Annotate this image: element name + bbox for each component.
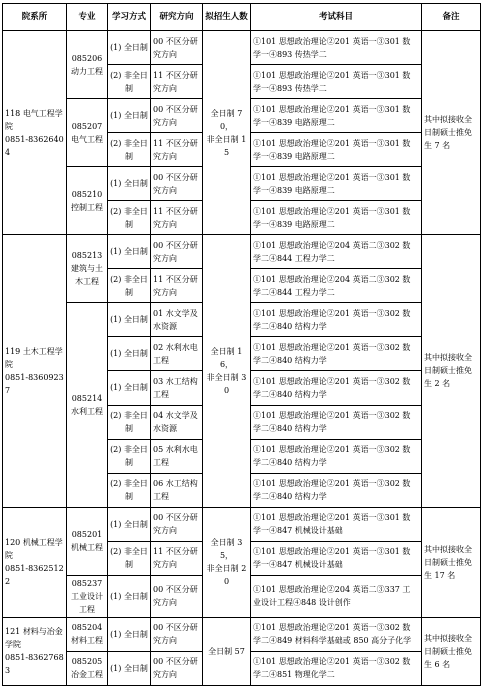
direction-cell: 03 水工结构 工程 — [151, 371, 203, 405]
major-cell: 085201 机械工程 — [67, 507, 108, 575]
admissions-table — [2, 3, 481, 686]
notes-cell: 其中拟接收全 日制硕士推免 生 7 名 — [422, 31, 481, 235]
direction-cell: 00 不区分研 究方向 — [151, 99, 203, 133]
study-mode-cell: (2) 非全日 制 — [108, 269, 151, 303]
study-mode-cell: (2) 非全日 制 — [108, 541, 151, 575]
college-cell: 121 材料与冶金 学院 0851-83627683 — [3, 617, 67, 685]
study-mode-cell: (1) 全日制 — [108, 371, 151, 405]
subjects-cell: ①101 思想政治理论②201 英语一③301 数 学一④839 电路原理二 — [251, 99, 422, 133]
study-mode-cell: (1) 全日制 — [108, 617, 151, 651]
direction-cell: 00 不区分研 究方向 — [151, 617, 203, 651]
major-cell: 085210 控制工程 — [67, 167, 108, 235]
direction-cell: 00 不区分研 究方向 — [151, 651, 203, 685]
subjects-cell: ①101 思想政治理论②201 英语一③301 数 学一④839 电路原理二 — [251, 167, 422, 201]
study-mode-cell: (2) 非全日 制 — [108, 473, 151, 507]
table-row — [3, 31, 481, 65]
header-study-mode: 学习方式 — [108, 4, 151, 31]
major-cell: 085207 电气工程 — [67, 99, 108, 167]
major-cell: 085237 工业设计 工程 — [67, 575, 108, 617]
major-cell: 085205 冶金工程 — [67, 651, 108, 685]
subjects-cell: ①101 思想政治理论②201 英语一③301 数 学一④893 传热学二 — [251, 65, 422, 99]
direction-cell: 11 不区分研 究方向 — [151, 269, 203, 303]
study-mode-cell: (1) 全日制 — [108, 235, 151, 269]
subjects-cell: ①101 思想政治理论②201 英语一③302 数 学二④840 结构力学 — [251, 303, 422, 337]
study-mode-cell: (2) 非全日 制 — [108, 65, 151, 99]
header-quota: 拟招生人数 — [203, 4, 251, 31]
subjects-cell: ①101 思想政治理论②204 英语二③302 数 学二④844 工程力学二 — [251, 269, 422, 303]
table-row — [3, 617, 481, 651]
direction-cell: 05 水利水电 工程 — [151, 439, 203, 473]
quota-cell: 全日制 35， 非全日制 20 — [203, 507, 251, 617]
study-mode-cell: (1) 全日制 — [108, 167, 151, 201]
header-direction: 研究方向 — [151, 4, 203, 31]
notes-cell: 其中拟接收全 日制硕士推免 生 6 名 — [422, 617, 481, 685]
subjects-cell: ①101 思想政治理论②201 英语一③301 数 学一④839 电路原理二 — [251, 133, 422, 167]
major-cell: 085214 水利工程 — [67, 303, 108, 507]
direction-cell: 02 水利水电 工程 — [151, 337, 203, 371]
subjects-cell: ①101 思想政治理论②201 英语一③302 数 学二④840 结构力学 — [251, 371, 422, 405]
study-mode-cell: (1) 全日制 — [108, 31, 151, 65]
study-mode-cell: (1) 全日制 — [108, 99, 151, 133]
subjects-cell: ①101 思想政治理论②201 英语一③301 数 学一④847 机械设计基础 — [251, 507, 422, 541]
study-mode-cell: (2) 非全日 制 — [108, 201, 151, 235]
quota-cell: 全日制 70， 非全日制 15 — [203, 31, 251, 235]
subjects-cell: ①101 思想政治理论②204 英语二③337 工 业设计工程④848 设计创作 — [251, 575, 422, 617]
subjects-cell: ①101 思想政治理论②201 英语一③301 数 学一④839 电路原理二 — [251, 201, 422, 235]
study-mode-cell: (2) 非全日 制 — [108, 133, 151, 167]
table-row — [3, 507, 481, 541]
header-row — [3, 4, 481, 31]
direction-cell: 11 不区分研 究方向 — [151, 133, 203, 167]
subjects-cell: ①101 思想政治理论②201 英语一③302 数 学二④840 结构力学 — [251, 405, 422, 439]
study-mode-cell: (1) 全日制 — [108, 303, 151, 337]
table-row — [3, 235, 481, 269]
header-major: 专业 — [67, 4, 108, 31]
college-cell: 119 土木工程学 院 0851-83609237 — [3, 235, 67, 507]
direction-cell: 00 不区分研 究方向 — [151, 507, 203, 541]
study-mode-cell: (2) 非全日 制 — [108, 439, 151, 473]
major-cell: 085213 建筑与土 木工程 — [67, 235, 108, 303]
subjects-cell: ①101 思想政治理论②201 英语一③301 数 学一④893 传热学二 — [251, 31, 422, 65]
college-cell: 120 机械工程学 院 0851-83625122 — [3, 507, 67, 617]
direction-cell: 06 水工结构 工程 — [151, 473, 203, 507]
subjects-cell: ①101 思想政治理论②201 英语一③302 数 学二④840 结构力学 — [251, 337, 422, 371]
college-cell: 118 电气工程学 院 0851-83626404 — [3, 31, 67, 235]
header-notes: 备注 — [422, 4, 481, 31]
direction-cell: 11 不区分研 究方向 — [151, 541, 203, 575]
quota-cell: 全日制 16， 非全日制 30 — [203, 235, 251, 507]
header-college: 院系所 — [3, 4, 67, 31]
notes-cell: 其中拟接收全 日制硕士推免 生 17 名 — [422, 507, 481, 617]
study-mode-cell: (2) 非全日 制 — [108, 405, 151, 439]
major-cell: 085204 材料工程 — [67, 617, 108, 651]
direction-cell: 00 不区分研 究方向 — [151, 31, 203, 65]
major-cell: 085206 动力工程 — [67, 31, 108, 99]
subjects-cell: ①101 思想政治理论②201 英语一③302 数 学二④851 物理化学二 — [251, 651, 422, 685]
direction-cell: 00 不区分研 究方向 — [151, 235, 203, 269]
study-mode-cell: (1) 全日制 — [108, 651, 151, 685]
header-subjects: 考试科目 — [251, 4, 422, 31]
direction-cell: 00 不区分研 究方向 — [151, 575, 203, 617]
direction-cell: 01 水文学及 水资源 — [151, 303, 203, 337]
direction-cell: 04 水文学及 水资源 — [151, 405, 203, 439]
subjects-cell: ①101 思想政治理论②201 英语一③302 数 学二④840 结构力学 — [251, 473, 422, 507]
subjects-cell: ①101 思想政治理论②201 英语一③301 数 学一④847 机械设计基础 — [251, 541, 422, 575]
notes-cell: 其中拟接收全 日制硕士推免 生 2 名 — [422, 235, 481, 507]
quota-cell: 全日制 57 — [203, 617, 251, 685]
subjects-cell: ①101 思想政治理论②204 英语二③302 数 学二④844 工程力学二 — [251, 235, 422, 269]
study-mode-cell: (1) 全日制 — [108, 575, 151, 617]
direction-cell: 11 不区分研 究方向 — [151, 65, 203, 99]
study-mode-cell: (1) 全日制 — [108, 337, 151, 371]
subjects-cell: ①101 思想政治理论②201 英语一③302 数 学二④849 材料科学基础或 850 高分子化学 — [251, 617, 422, 651]
direction-cell: 11 不区分研 究方向 — [151, 201, 203, 235]
direction-cell: 00 不区分研 究方向 — [151, 167, 203, 201]
study-mode-cell: (1) 全日制 — [108, 507, 151, 541]
subjects-cell: ①101 思想政治理论②201 英语一③302 数 学二④840 结构力学 — [251, 439, 422, 473]
